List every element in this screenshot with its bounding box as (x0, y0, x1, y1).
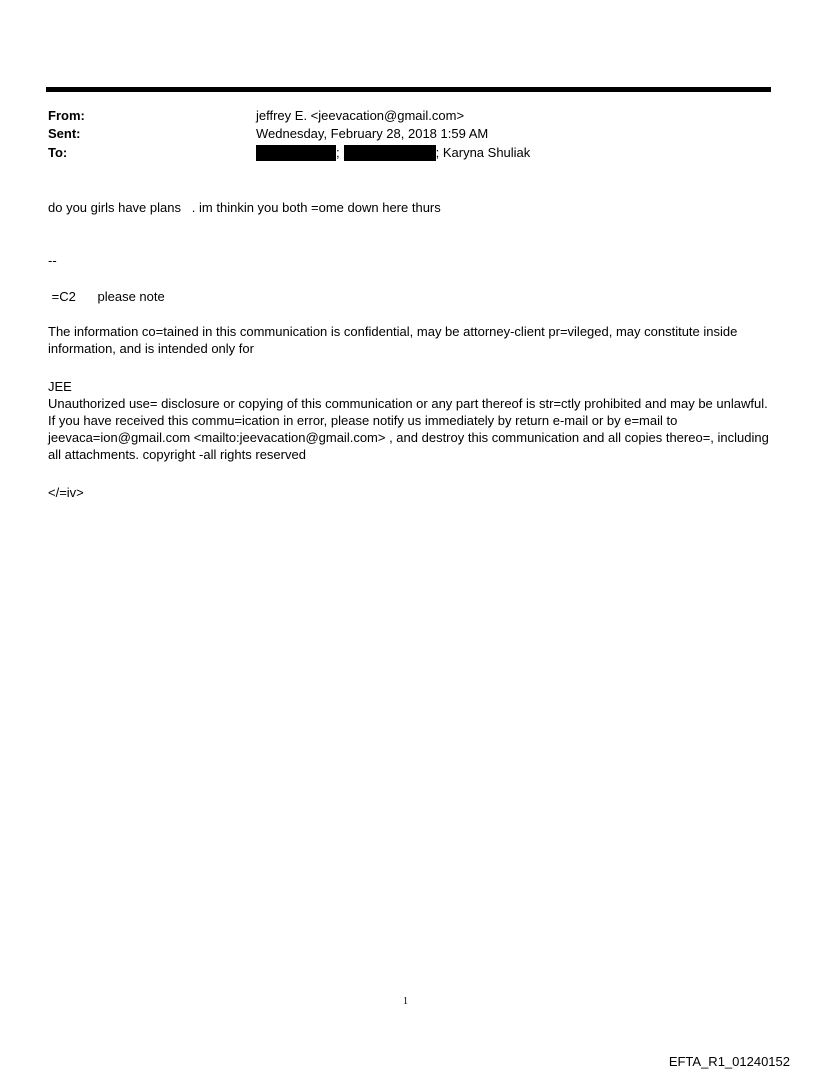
document-id: EFTA_R1_01240152 (668, 1054, 790, 1069)
signature-dashes: -- (48, 253, 57, 268)
recipient-separator: ; (336, 145, 340, 160)
redacted-recipient-2 (344, 145, 436, 161)
sent-label: Sent: (48, 126, 81, 141)
from-label: From: (48, 108, 85, 123)
confidentiality-paragraph: The information co=tained in this communication is confidential, may be attorney-client pr=vileged, may constitute inside information, and is intended only for (48, 324, 741, 356)
to-value (256, 145, 530, 161)
header-divider (46, 87, 771, 92)
note-line: =C2 please note (48, 289, 165, 304)
message-line: do you girls have plans . im thinkin you both =ome down here thurs (48, 200, 441, 215)
jee-label: JEE (48, 379, 72, 394)
to-label: To: (48, 145, 68, 160)
recipient-karyna: ; Karyna Shuliak (435, 145, 531, 160)
redacted-recipient-1 (256, 145, 336, 161)
from-value: jeffrey E. <jeevacation@gmail.com> (256, 108, 465, 123)
page-number: 1 (403, 996, 408, 1007)
sent-value: Wednesday, February 28, 2018 1:59 AM (256, 126, 489, 141)
unauthorized-use-paragraph: Unauthorized use= disclosure or copying of this communication or any part thereof is str=ctly prohibited and may be unlawful. If you have received this commu=ication in error, please notify us immediately by return e-mail or by e=mail to jeevaca=ion@gmail.com <mailto:jeevacation@gmail.com> , and destroy this communication and all copies thereo=, including all attachments. copyright -all rights reserved (48, 396, 773, 462)
closing-tag: </=iv> (48, 485, 84, 500)
